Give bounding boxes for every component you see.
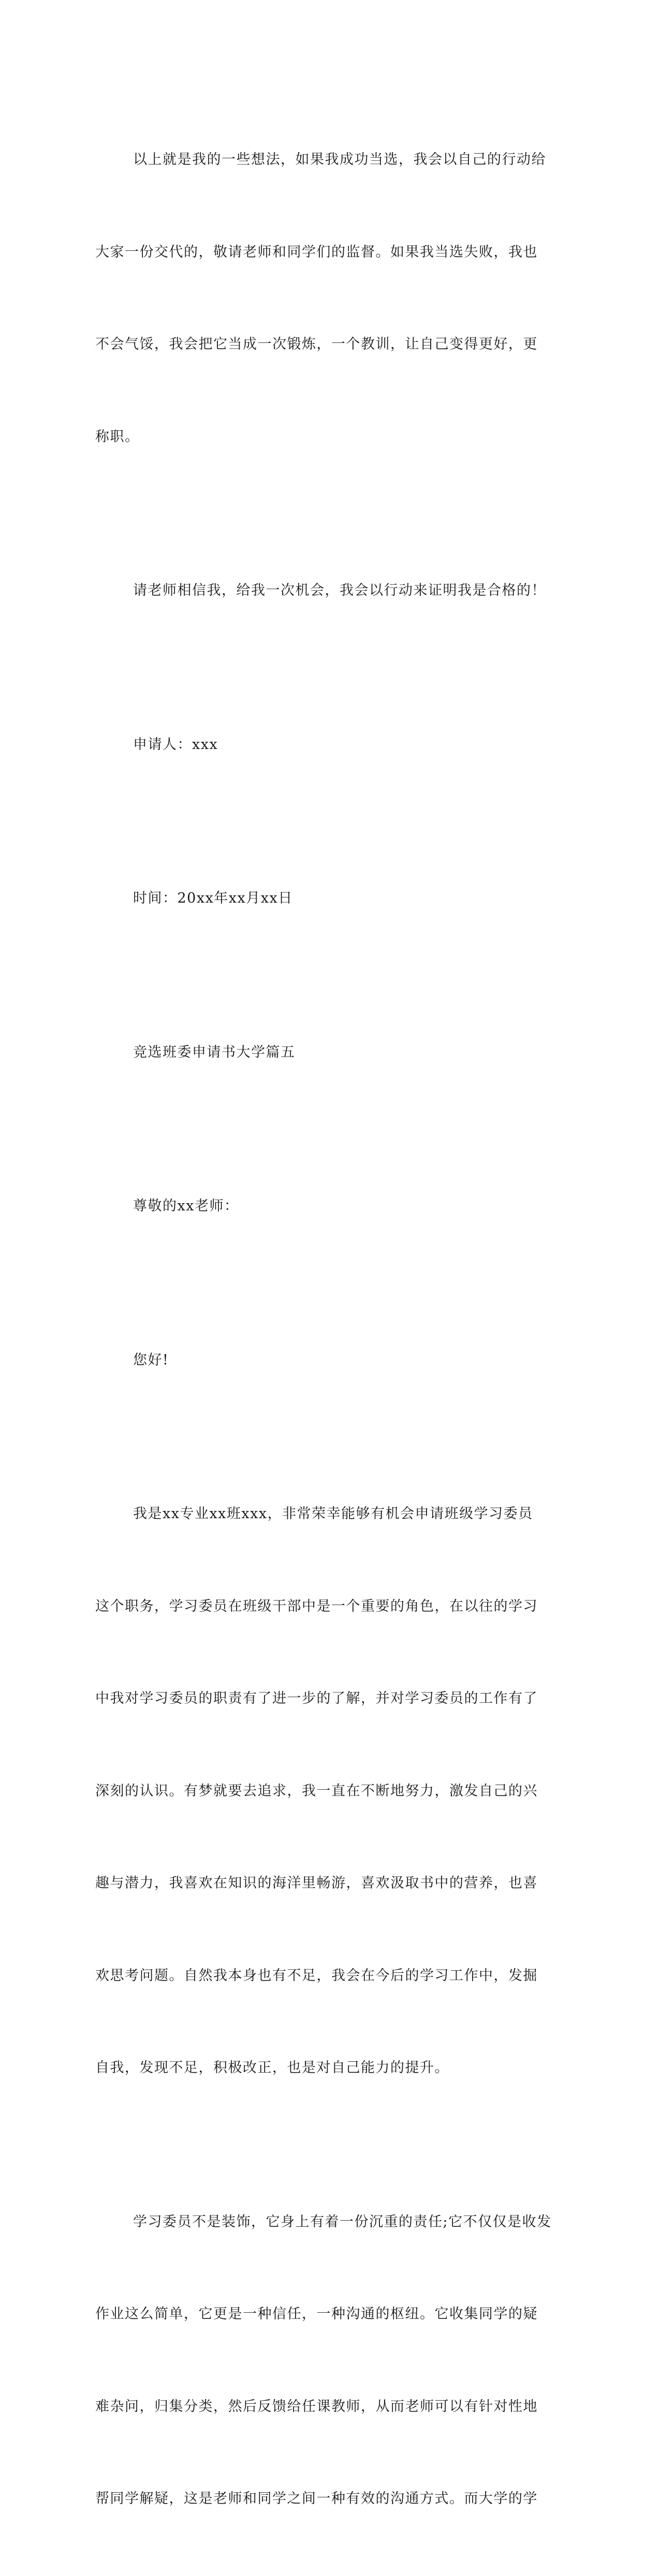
text-line: 这个职务，学习委员在班级干部中是一个重要的角色，在以往的学习 [95,1598,538,1614]
text-line: 称职。 [95,428,140,445]
paragraph-responsibility [95,2145,551,2576]
section-title [95,976,551,1130]
date-text: 时间：20xx年xx月xx日 [133,890,293,906]
text-line: 不会气馁，我会把它当成一次锻炼，一个教训，让自己变得更好，更 [95,336,538,352]
text-line: 难杂问，归集分类，然后反馈给任课教师，从而老师可以有针对性地 [95,2398,538,2415]
salutation-text: 尊敬的xx老师： [133,1198,239,1214]
document-body [95,83,551,2576]
text-line: 欢思考问题。自然我本身也有不足，我会在今后的学习工作中，发掘 [95,1967,538,1984]
greeting [95,1283,551,1437]
salutation [95,1129,551,1283]
text-line: 我是xx专业xx班xxx，非常荣幸能够有机会申请班级学习委员 [133,1506,533,1522]
text-line: 深刻的认识。有梦就要去追求，我一直在不断地努力，激发自己的兴 [95,1783,538,1799]
text-line: 大家一份交代的，敬请老师和同学们的监督。如果我当选失败，我也 [95,244,538,260]
applicant-line [95,668,551,822]
text-line: 学习委员不是装饰，它身上有着一份沉重的责任;它不仅仅是收发 [133,2213,552,2230]
paragraph-introduction [95,1437,551,2145]
applicant-text: 申请人：xxx [133,736,218,753]
section-title-text: 竞选班委申请书大学篇五 [133,1044,296,1060]
text-line: 帮同学解疑，这是老师和同学之间一种有效的沟通方式。而大学的学 [95,2491,538,2507]
text-line: 自我，发现不足，积极改正，也是对自己能力的提升。 [95,2060,449,2076]
paragraph-conclusion [95,83,551,514]
date-line [95,821,551,976]
text-line: 中我对学习委员的职责有了进一步的了解，并对学习委员的工作有了 [95,1690,538,1706]
paragraph-trust [95,514,551,668]
text-line: 请老师相信我，给我一次机会，我会以行动来证明我是合格的！ [133,582,546,598]
text-line: 作业这么简单，它更是一种信任，一种沟通的枢纽。它收集同学的疑 [95,2306,538,2322]
text-line: 趣与潜力，我喜欢在知识的海洋里畅游，喜欢汲取书中的营养，也喜 [95,1875,538,1891]
greeting-text: 您好! [133,1352,169,1368]
text-line: 以上就是我的一些想法，如果我成功当选，我会以自己的行动给 [133,152,546,168]
